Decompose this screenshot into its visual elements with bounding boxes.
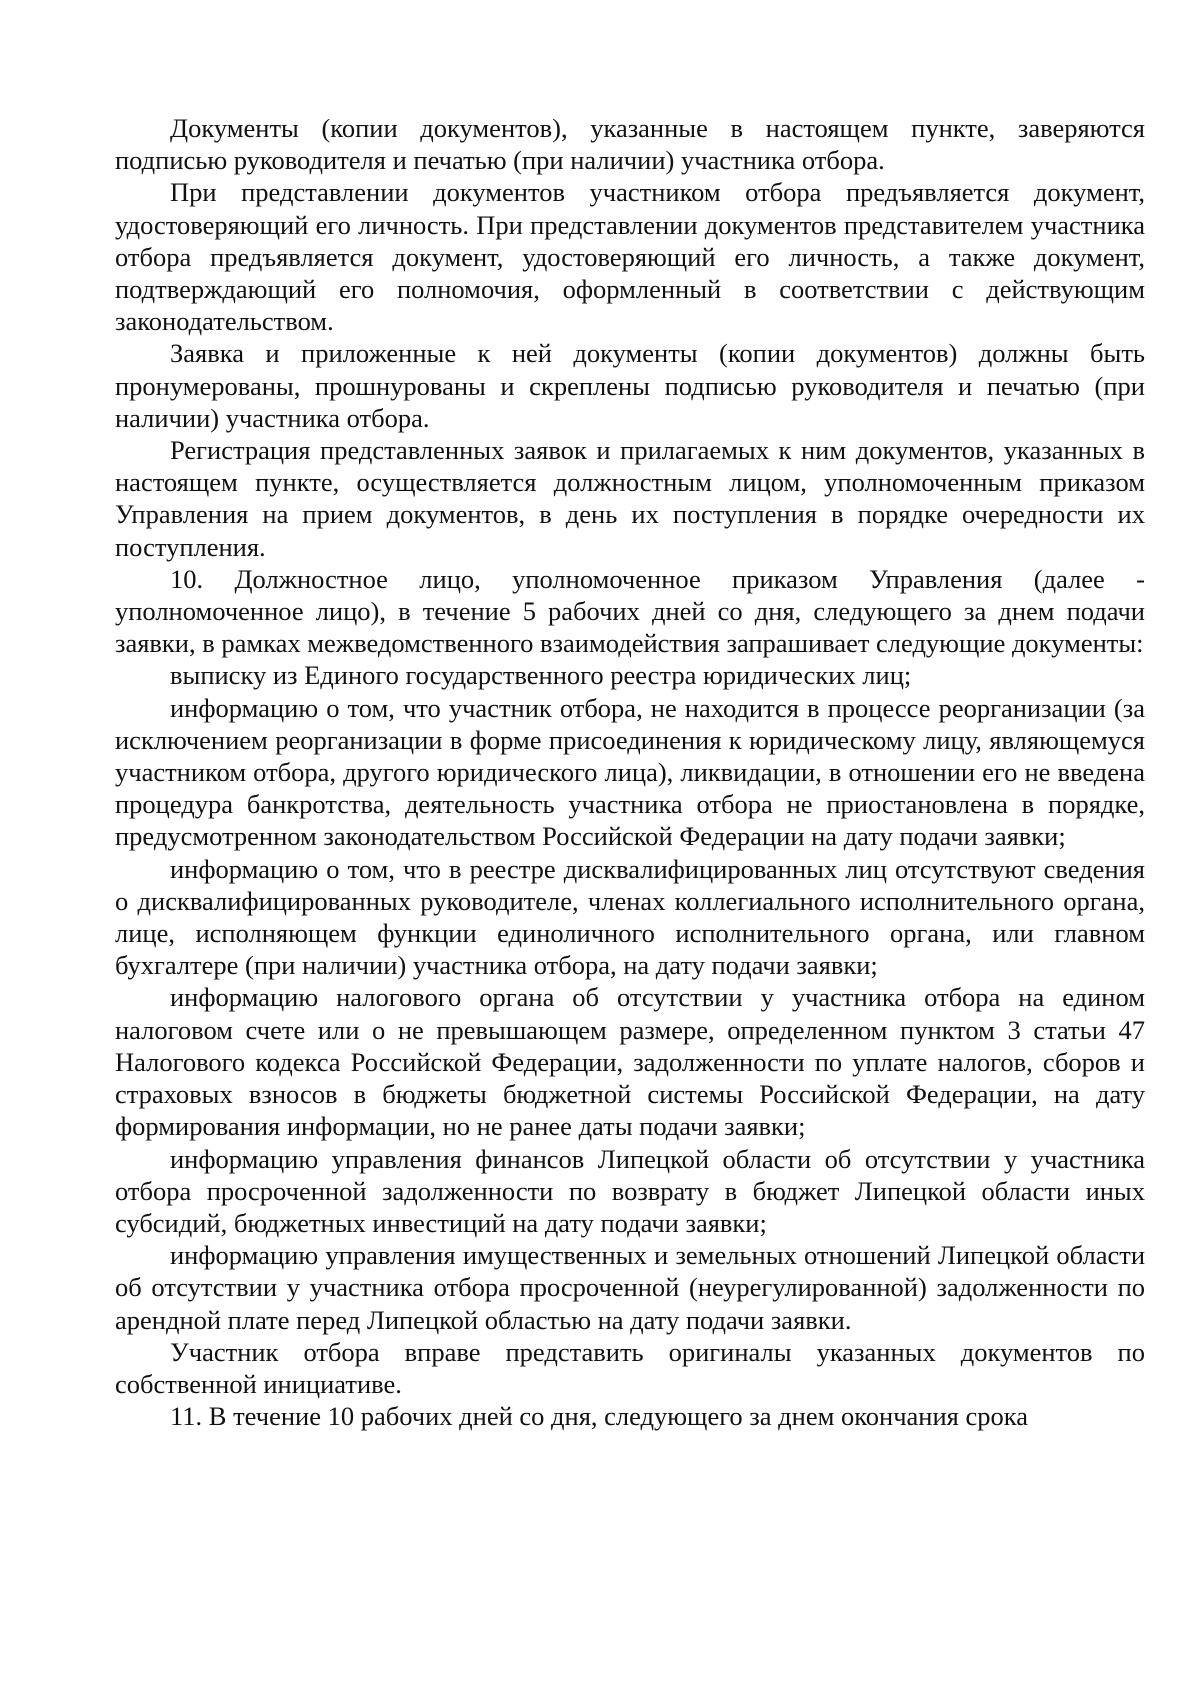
- paragraph-clause-10: 10. Должностное лицо, уполномоченное приказом Управления (далее - уполномоченное лицо), в течение 5 рабочих дней со дня, следующего за днем подачи заявки, в рамках межведомственного взаимодействия запрашивает следующие документы:: [115, 563, 1145, 659]
- list-item-egrul-extract: выписку из Единого государственного реестра юридических лиц;: [170, 660, 912, 691]
- paragraph-registration: Регистрация представленных заявок и прилагаемых к ним документов, указанных в настоящем пункте, осуществляется должностным лицом, уполномоченным приказом Управления на прием документов, в день их поступления в порядке очередности их поступления.: [115, 435, 1145, 562]
- paragraph-documents-certification: Документы (копии документов), указанные в настоящем пункте, заверяются подписью руководителя и печатью (при наличии) участника отбора.: [115, 113, 1145, 176]
- paragraph-application-binding: Заявка и приложенные к ней документы (копии документов) должны быть пронумерованы, прошнурованы и скреплены подписью руководителя и печатью (при наличии) участника отбора.: [115, 338, 1145, 433]
- paragraph-own-initiative: Участник отбора вправе представить оригиналы указанных документов по собственной инициативе.: [115, 1336, 1145, 1399]
- list-item-reorganization-info: информацию о том, что участник отбора, не находится в процессе реорганизации (за исключением реорганизации в форме присоединения к юридическому лицу, являющемуся участником отбора, другого юридического лица), ликвидации, в отношении его не введена процедура банкротства, деятельность участника отбора не приостановлена в порядке, предусмотренном законодательством Российской Федерации на дату подачи заявки;: [115, 692, 1145, 852]
- list-item-property-department-info: информацию управления имущественных и земельных отношений Липецкой области об отсутствии у участника отбора просроченной (неурегулированной) задолженности по арендной плате перед Липецкой областью на дату подачи заявки.: [115, 1240, 1145, 1335]
- paragraph-clause-11: 11. В течение 10 рабочих дней со дня, следующего за днем окончания срока: [170, 1401, 1028, 1432]
- list-item-tax-authority-info: информацию налогового органа об отсутствии у участника отбора на едином налоговом счете или о не превышающем размере, определенном пунктом 3 статьи 47 Налогового кодекса Российской Федерации, задолженности по уплате налогов, сборов и страховых взносов в бюджеты бюджетной системы Российской Федерации, на дату формирования информации, но не ранее даты подачи заявки;: [115, 982, 1145, 1142]
- paragraph-identity-document: При представлении документов участником отбора предъявляется документ, удостоверяющий его личность. При представлении документов представителем участника отбора предъявляется документ, удостоверяющий его личность, а также документ, подтверждающий его полномочия, оформленный в соответствии с действующим законодательством.: [115, 177, 1145, 337]
- list-item-finance-department-info: информацию управления финансов Липецкой области об отсутствии у участника отбора просроченной задолженности по возврату в бюджет Липецкой области иных субсидий, бюджетных инвестиций на дату подачи заявки;: [115, 1143, 1145, 1238]
- list-item-disqualified-registry-info: информацию о том, что в реестре дисквалифицированных лиц отсутствуют сведения о дисквалифицированных руководителе, членах коллегиального исполнительного органа, лице, исполняющем функции единоличного исполнительного органа, или главном бухгалтере (при наличии) участника отбора, на дату подачи заявки;: [115, 853, 1145, 981]
- document-body: [115, 112, 1145, 1432]
